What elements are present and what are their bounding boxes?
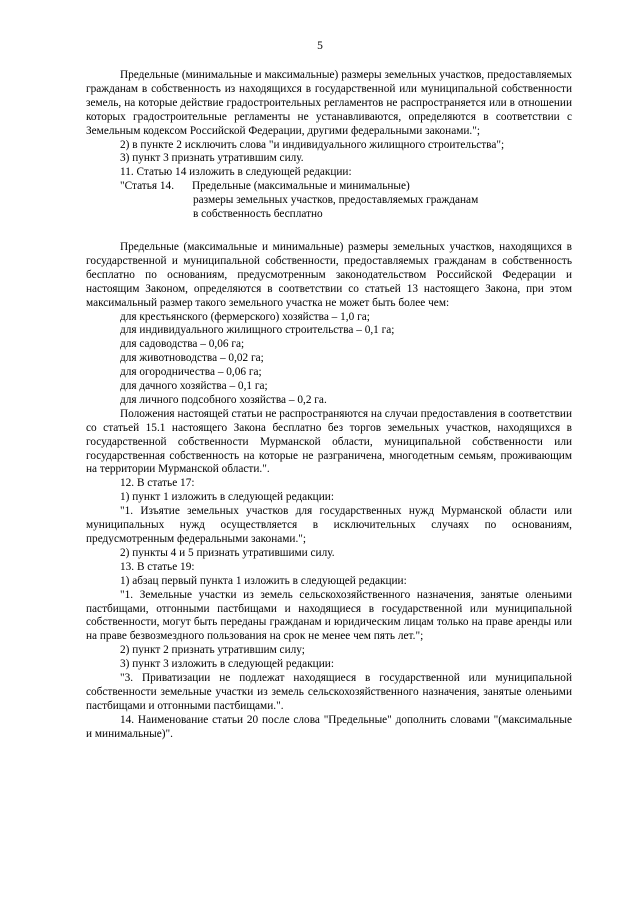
paragraph: 13. В статье 19: bbox=[120, 560, 195, 573]
list-item: для дачного хозяйства – 0,1 га; bbox=[120, 380, 268, 393]
article-title-line: Предельные (максимальные и минимальные) bbox=[192, 180, 410, 193]
paragraph: "3. Приватизации не подлежат находящиеся в государственной или муниципальной собственности земельные участки из земель сельскохозяйственного назначения, занятые оленьими пастбищами и отгонными пастбищами.". bbox=[86, 672, 572, 712]
article-title-line: размеры земельных участков, предоставляемых гражданам bbox=[193, 194, 479, 207]
list-item: для крестьянского (фермерского) хозяйства – 1,0 га; bbox=[120, 310, 370, 323]
paragraph: 2) пункт 2 признать утратившим силу; bbox=[120, 644, 305, 657]
article-label: "Статья 14. bbox=[120, 180, 175, 193]
page-number: 5 bbox=[317, 40, 323, 52]
list-item: для животноводства – 0,02 га; bbox=[120, 352, 264, 365]
paragraph: 12. В статье 17: bbox=[120, 477, 195, 490]
paragraph: 2) в пункте 2 исключить слова "и индивидуального жилищного строительства"; bbox=[120, 138, 505, 151]
paragraph: "1. Земельные участки из земель сельскохозяйственного назначения, занятые оленьими пастбищами, отгонными пастбищами и находящиеся в государственной или муниципальной собственности, могут быть переданы гражданам и юридическим лицам только на праве аренды или на праве безвозмездного пользования на срок не менее чем пять лет."; bbox=[86, 588, 572, 643]
paragraph: 1) абзац первый пункта 1 изложить в следующей редакции: bbox=[120, 574, 407, 587]
paragraph: "1. Изъятие земельных участков для государственных нужд Мурманской области или муниципальных нужд осуществляется в исключительных случаях по основаниям, предусмотренным федеральными законами."; bbox=[86, 505, 572, 545]
list-item: для индивидуального жилищного строительства – 0,1 га; bbox=[120, 324, 395, 337]
article-title bbox=[192, 180, 572, 222]
paragraph: 3) пункт 3 изложить в следующей редакции: bbox=[120, 658, 334, 671]
paragraph: 3) пункт 3 признать утратившим силу. bbox=[120, 152, 304, 165]
article-heading bbox=[120, 180, 572, 222]
paragraph: Положения настоящей статьи не распространяются на случаи предоставления в соответствии со статьей 15.1 настоящего Закона бесплатно без торгов земельных участков, находящихся в государственной собственности Мурманской области, муниципальной собственности или государственная собственность на которые не разграничена, многодетным семьям, проживающим на территории Мурманской области.". bbox=[86, 407, 572, 476]
paragraph: 14. Наименование статьи 20 после слова "Предельные" дополнить словами "(максимальные и минимальные)". bbox=[86, 713, 572, 740]
paragraph: Предельные (минимальные и максимальные) размеры земельных участков, предоставляемых гражданам в собственность из находящихся в государственной или муниципальной собственности земель, на которые действие градостроительных регламентов не распространяется или в отношении которых градостроительные регламенты не устанавливаются, определяются в соответствии с Земельным кодексом Российской Федерации, другими федеральными законами."; bbox=[86, 69, 572, 137]
list-item: для садоводства – 0,06 га; bbox=[120, 338, 245, 351]
paragraph: Предельные (максимальные и минимальные) размеры земельных участков, находящихся в государственной и муниципальной собственности, предоставляемых гражданам в собственность бесплатно по основаниям, предусмотренным законодательством Российской Федерации и настоящим Законом, определяются в соответствии со статьей 13 настоящего Закона, при этом максимальный размер такого земельного участка не может быть более чем: bbox=[86, 240, 572, 309]
paragraph: 1) пункт 1 изложить в следующей редакции: bbox=[120, 491, 334, 504]
article-title-line: в собственность бесплатно bbox=[193, 208, 323, 221]
spacer bbox=[86, 222, 572, 241]
document-body bbox=[86, 69, 572, 742]
list-item: для огородничества – 0,06 га; bbox=[120, 366, 262, 379]
list-item: для личного подсобного хозяйства – 0,2 га. bbox=[120, 393, 327, 406]
paragraph: 11. Статью 14 изложить в следующей редакции: bbox=[120, 166, 352, 179]
paragraph: 2) пункты 4 и 5 признать утратившими силу. bbox=[120, 546, 335, 559]
